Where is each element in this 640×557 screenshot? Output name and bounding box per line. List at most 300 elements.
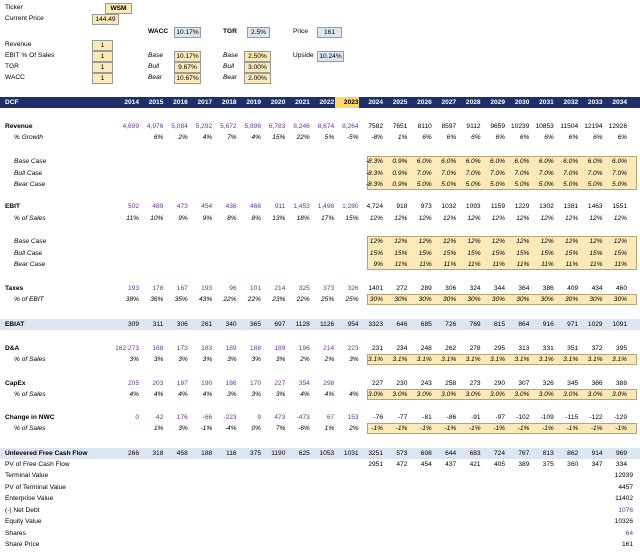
table-cell[interactable]: 354	[298, 380, 310, 387]
table-cell[interactable]: 1053	[319, 450, 335, 457]
table-cell[interactable]: 0	[135, 414, 139, 421]
table-cell[interactable]: 6%	[519, 134, 530, 141]
table-cell[interactable]: 12%	[613, 238, 627, 245]
table-cell[interactable]: 5.0%	[587, 181, 603, 188]
table-cell[interactable]: 10853	[535, 123, 554, 130]
table-cell[interactable]: 3%	[227, 356, 237, 363]
table-cell[interactable]: 3.0%	[465, 391, 481, 398]
table-cell[interactable]: 173	[176, 345, 188, 352]
table-cell[interactable]: 1,280	[342, 203, 359, 210]
table-cell[interactable]: 116	[226, 450, 237, 457]
table-cell[interactable]: 170	[249, 380, 261, 387]
table-cell[interactable]: 409	[567, 285, 579, 292]
table-cell[interactable]: 6.0%	[441, 158, 457, 165]
table-cell[interactable]: 3%	[251, 356, 261, 363]
table-cell[interactable]: 12%	[564, 238, 579, 245]
table-cell[interactable]: 3%	[227, 391, 237, 398]
table-cell[interactable]: 5.0%	[441, 181, 457, 188]
table-cell[interactable]: 167	[176, 285, 188, 292]
table-cell[interactable]: 360	[567, 461, 579, 468]
table-cell[interactable]: 272	[396, 285, 408, 292]
table-cell[interactable]: -5%	[346, 134, 359, 141]
table-cell[interactable]: -1%	[444, 425, 457, 432]
table-cell[interactable]: -102	[516, 414, 530, 421]
table-cell[interactable]: 306	[176, 321, 188, 328]
table-cell[interactable]: -1%	[420, 425, 432, 432]
table-cell[interactable]: 326	[347, 285, 359, 292]
table-cell[interactable]: 18%	[296, 215, 310, 222]
table-cell[interactable]: 351	[567, 345, 579, 352]
table-cell[interactable]: 12%	[418, 238, 432, 245]
table-cell[interactable]: 168	[152, 345, 164, 352]
table-cell[interactable]: -6%	[298, 425, 310, 432]
table-cell[interactable]: 1126	[320, 321, 335, 328]
table-cell[interactable]: 12%	[491, 238, 505, 245]
table-cell[interactable]: 15%	[369, 250, 383, 257]
table-cell[interactable]: 243	[420, 380, 432, 387]
table-cell[interactable]: 30%	[540, 296, 554, 303]
table-cell[interactable]: 7.0%	[416, 170, 432, 177]
table-cell[interactable]: 916	[542, 321, 554, 328]
wacc-bear-input[interactable]: 10.67%	[174, 73, 201, 84]
table-cell[interactable]: 864	[518, 321, 530, 328]
table-cell[interactable]: 186	[225, 380, 237, 387]
table-cell[interactable]: 11%	[394, 261, 408, 268]
table-cell[interactable]: 454	[420, 461, 432, 468]
table-cell[interactable]: 12%	[394, 238, 408, 245]
table-cell[interactable]: 6%	[446, 134, 457, 141]
table-cell[interactable]: 214	[274, 285, 286, 292]
table-cell[interactable]: 15%	[613, 250, 627, 257]
table-cell[interactable]: 22%	[296, 296, 310, 303]
table-cell[interactable]: 1229	[514, 203, 530, 210]
table-cell[interactable]: 298	[323, 380, 335, 387]
table-cell[interactable]: 1%	[324, 425, 335, 432]
table-cell[interactable]: 15%	[272, 134, 286, 141]
table-cell[interactable]: 326	[542, 380, 554, 387]
table-cell[interactable]: 11504	[560, 123, 579, 130]
table-cell[interactable]: 7.0%	[441, 170, 457, 177]
table-cell[interactable]: 230	[396, 380, 408, 387]
table-cell[interactable]: 434	[591, 285, 603, 292]
table-cell[interactable]: 1%	[397, 134, 408, 141]
table-cell[interactable]: 25%	[320, 296, 335, 303]
table-cell[interactable]: 5,292	[195, 123, 213, 130]
table-cell[interactable]: 11%	[589, 261, 603, 268]
table-cell[interactable]: 196	[298, 345, 310, 352]
table-cell[interactable]: 4%	[349, 391, 359, 398]
table-cell[interactable]: 1159	[490, 203, 505, 210]
table-cell[interactable]: 15%	[564, 250, 579, 257]
table-cell[interactable]: 954	[347, 321, 359, 328]
table-cell[interactable]: -77	[397, 414, 408, 421]
table-cell[interactable]: -1%	[371, 425, 383, 432]
table-cell[interactable]: 437	[445, 461, 457, 468]
table-cell[interactable]: 5.0%	[514, 181, 530, 188]
table-cell[interactable]: 3.0%	[538, 391, 554, 398]
table-cell[interactable]: 307	[518, 380, 530, 387]
table-cell[interactable]: 30%	[613, 296, 627, 303]
table-cell[interactable]: 1091	[612, 321, 627, 328]
table-cell[interactable]: 278	[469, 345, 481, 352]
table-cell[interactable]: 386	[542, 285, 554, 292]
table-cell[interactable]: 914	[591, 450, 603, 457]
table-cell[interactable]: 6.0%	[514, 158, 530, 165]
table-cell[interactable]: 248	[420, 345, 432, 352]
table-cell[interactable]: 1093	[465, 203, 481, 210]
table-cell[interactable]: 227	[371, 380, 383, 387]
table-cell[interactable]: 15%	[491, 250, 505, 257]
table-cell[interactable]: 6.0%	[611, 158, 627, 165]
table-cell[interactable]: 30%	[467, 296, 481, 303]
table-cell[interactable]: 3.1%	[587, 356, 603, 363]
table-cell[interactable]: 7.0%	[587, 170, 603, 177]
table-cell[interactable]: 1032	[441, 203, 457, 210]
table-cell[interactable]: 8%	[227, 215, 237, 222]
table-cell[interactable]: 331	[542, 345, 554, 352]
table-cell[interactable]: 364	[518, 285, 530, 292]
table-cell[interactable]: 436	[225, 203, 237, 210]
table-cell[interactable]: 30%	[442, 296, 457, 303]
table-cell[interactable]: 644	[445, 450, 457, 457]
tgr-bear-input[interactable]: 2.00%	[244, 73, 271, 84]
table-cell[interactable]: 472	[396, 461, 408, 468]
table-cell[interactable]: 0.9%	[392, 170, 408, 177]
table-cell[interactable]: 227	[274, 380, 286, 387]
table-cell[interactable]: 30%	[418, 296, 432, 303]
table-cell[interactable]: 309	[127, 321, 139, 328]
table-cell[interactable]: 8,674	[317, 123, 335, 130]
table-cell[interactable]: 12%	[491, 215, 505, 222]
table-cell[interactable]: 324	[469, 285, 481, 292]
table-cell[interactable]: 6%	[495, 134, 505, 141]
table-cell[interactable]: 188	[201, 450, 213, 457]
table-cell[interactable]: 8%	[251, 215, 261, 222]
table-cell[interactable]: 5.0%	[563, 181, 579, 188]
table-cell[interactable]: 313	[518, 345, 530, 352]
table-cell[interactable]: 389	[518, 461, 530, 468]
table-cell[interactable]: 4,699	[122, 123, 139, 130]
table-cell[interactable]: 12%	[467, 215, 481, 222]
table-cell[interactable]: 502	[127, 203, 139, 210]
table-cell[interactable]: 6.0%	[563, 158, 579, 165]
table-cell[interactable]: 724	[493, 450, 505, 457]
table-cell[interactable]: 290	[493, 380, 505, 387]
table-cell[interactable]: 862	[567, 450, 579, 457]
ebit-selector[interactable]: 1	[92, 51, 113, 62]
table-cell[interactable]: 11%	[614, 261, 627, 268]
table-cell[interactable]: 12%	[516, 238, 530, 245]
table-cell[interactable]: -1%	[566, 425, 579, 432]
table-cell[interactable]: 4%	[178, 391, 188, 398]
table-cell[interactable]: 11%	[126, 215, 139, 222]
table-cell[interactable]: 30%	[394, 296, 408, 303]
table-cell[interactable]: 1381	[563, 203, 579, 210]
table-cell[interactable]: 262	[445, 345, 457, 352]
table-cell[interactable]: 12926	[608, 123, 627, 130]
table-cell[interactable]: 3%	[153, 356, 164, 363]
table-cell[interactable]: 911	[274, 203, 286, 210]
table-cell[interactable]: 608	[420, 450, 432, 457]
table-cell[interactable]: 454	[201, 203, 213, 210]
table-cell[interactable]: 345	[567, 380, 579, 387]
table-cell[interactable]: 12%	[394, 215, 408, 222]
table-cell[interactable]: 7.0%	[611, 170, 627, 177]
table-cell[interactable]: 1%	[153, 425, 164, 432]
table-cell[interactable]: 7.0%	[563, 170, 579, 177]
table-cell[interactable]: 1029	[587, 321, 603, 328]
table-cell[interactable]: 375	[542, 461, 554, 468]
table-cell[interactable]: 35%	[174, 296, 188, 303]
table-cell[interactable]: 4%	[251, 134, 261, 141]
table-cell[interactable]: 15%	[345, 215, 359, 222]
table-cell[interactable]: 43%	[198, 296, 213, 303]
table-cell[interactable]: -86	[446, 414, 457, 421]
table-cell[interactable]: 1,453	[293, 203, 310, 210]
table-cell[interactable]: -109	[540, 414, 554, 421]
table-cell[interactable]: 366	[591, 380, 603, 387]
table-cell[interactable]: 5,898	[244, 123, 261, 130]
table-cell[interactable]: 266	[127, 450, 139, 457]
table-cell[interactable]: 3.0%	[611, 391, 627, 398]
table-cell[interactable]: 3.0%	[392, 391, 408, 398]
table-cell[interactable]: -91	[471, 414, 481, 421]
table-cell[interactable]: 971	[567, 321, 579, 328]
table-cell[interactable]: 231	[371, 345, 383, 352]
table-cell[interactable]: 6.0%	[465, 158, 481, 165]
table-cell[interactable]: 15%	[589, 250, 603, 257]
table-cell[interactable]: 3.0%	[441, 391, 457, 398]
table-cell[interactable]: 23%	[272, 296, 286, 303]
table-cell[interactable]: 2951	[368, 461, 383, 468]
table-cell[interactable]: 685	[420, 321, 432, 328]
table-cell[interactable]: 473	[176, 203, 188, 210]
table-cell[interactable]: 4%	[202, 134, 213, 141]
table-cell[interactable]: 7.0%	[538, 170, 554, 177]
table-cell[interactable]: 815	[493, 321, 505, 328]
table-cell[interactable]: 9659	[490, 123, 505, 130]
table-cell[interactable]: 36%	[150, 296, 164, 303]
table-cell[interactable]: 6.0%	[587, 158, 603, 165]
table-cell[interactable]: 3.1%	[489, 356, 505, 363]
table-cell[interactable]: 6.0%	[489, 158, 505, 165]
table-cell[interactable]: -1%	[590, 425, 603, 432]
table-cell[interactable]: 2%	[178, 134, 188, 141]
table-cell[interactable]: 7%	[275, 425, 286, 432]
table-cell[interactable]: 15%	[394, 250, 408, 257]
table-cell[interactable]: 193	[201, 285, 213, 292]
table-cell[interactable]: 11%	[443, 261, 457, 268]
table-cell[interactable]: 5.0%	[611, 181, 627, 188]
table-cell[interactable]: 188	[249, 345, 261, 352]
table-cell[interactable]: 7.0%	[489, 170, 505, 177]
table-cell[interactable]: 0%	[251, 425, 261, 432]
table-cell[interactable]: 12%	[442, 215, 457, 222]
table-cell[interactable]: 4%	[324, 391, 335, 398]
table-cell[interactable]: -8.3%	[365, 158, 383, 165]
tgr-selector[interactable]: 1	[92, 62, 113, 73]
table-cell[interactable]: 258	[445, 380, 457, 387]
table-cell[interactable]: 12194	[584, 123, 603, 130]
table-cell[interactable]: 193	[127, 285, 139, 292]
table-cell[interactable]: -473	[296, 414, 310, 421]
table-cell[interactable]: 3%	[251, 391, 261, 398]
table-cell[interactable]: 1190	[271, 450, 286, 457]
table-cell[interactable]: 190	[201, 380, 213, 387]
table-cell[interactable]: 295	[493, 345, 505, 352]
table-cell[interactable]: 1551	[612, 203, 627, 210]
table-cell[interactable]: 7%	[227, 134, 237, 141]
table-cell[interactable]: 261	[201, 321, 213, 328]
table-cell[interactable]: 3.1%	[611, 356, 627, 363]
table-cell[interactable]: 10%	[150, 215, 164, 222]
table-cell[interactable]: 96	[229, 285, 237, 292]
table-cell[interactable]: 6%	[593, 134, 603, 141]
table-cell[interactable]: 3.1%	[465, 356, 481, 363]
table-cell[interactable]: 189	[225, 345, 237, 352]
table-cell[interactable]: 11%	[492, 261, 505, 268]
table-cell[interactable]: 15%	[467, 250, 481, 257]
table-cell[interactable]: 1128	[295, 321, 310, 328]
table-cell[interactable]: 22%	[223, 296, 237, 303]
table-cell[interactable]: 365	[249, 321, 261, 328]
wacc-bull-input[interactable]: 9.67%	[174, 62, 201, 73]
table-cell[interactable]: 203	[152, 380, 164, 387]
table-cell[interactable]: 646	[396, 321, 408, 328]
table-cell[interactable]: 4%	[153, 391, 164, 398]
table-cell[interactable]: 30%	[564, 296, 579, 303]
table-cell[interactable]: 12%	[540, 215, 554, 222]
table-cell[interactable]: 9%	[373, 261, 383, 268]
tgr-bull-input[interactable]: 3.00%	[244, 62, 271, 73]
table-cell[interactable]: 697	[274, 321, 286, 328]
table-cell[interactable]: 289	[420, 285, 432, 292]
table-cell[interactable]: 22%	[247, 296, 261, 303]
table-cell[interactable]: -122	[589, 414, 603, 421]
table-cell[interactable]: 2%	[324, 356, 335, 363]
table-cell[interactable]: 15%	[516, 250, 530, 257]
table-cell[interactable]: 6%	[568, 134, 579, 141]
table-cell[interactable]: 12%	[564, 215, 579, 222]
table-cell[interactable]: 6%	[471, 134, 481, 141]
table-cell[interactable]: 30%	[491, 296, 505, 303]
table-cell[interactable]: 10239	[511, 123, 530, 130]
table-cell[interactable]: 3%	[129, 356, 139, 363]
table-cell[interactable]: 5%	[324, 134, 335, 141]
table-cell[interactable]: 15%	[540, 250, 554, 257]
table-cell[interactable]: 67	[326, 414, 335, 421]
table-cell[interactable]: 12%	[418, 215, 432, 222]
table-cell[interactable]: 15%	[442, 250, 457, 257]
table-cell[interactable]: 5.0%	[416, 181, 432, 188]
table-cell[interactable]: 1401	[368, 285, 383, 292]
wacc-base-input[interactable]: 10.17%	[174, 51, 201, 62]
table-cell[interactable]: 5.0%	[489, 181, 505, 188]
table-cell[interactable]: -1%	[517, 425, 530, 432]
table-cell[interactable]: 3.0%	[563, 391, 579, 398]
table-cell[interactable]: -1%	[615, 425, 627, 432]
table-cell[interactable]: 388	[615, 380, 627, 387]
table-cell[interactable]: -4%	[224, 425, 237, 432]
table-cell[interactable]: 11%	[419, 261, 432, 268]
table-cell[interactable]: 7582	[368, 123, 383, 130]
table-cell[interactable]: 2%	[349, 425, 359, 432]
tgr-base-input[interactable]: 2.50%	[244, 51, 271, 62]
table-cell[interactable]: 25%	[345, 296, 359, 303]
table-cell[interactable]: 162 273	[115, 345, 139, 352]
table-cell[interactable]: -8%	[371, 134, 383, 141]
table-cell[interactable]: 3.0%	[416, 391, 432, 398]
table-cell[interactable]: 12%	[516, 215, 530, 222]
table-cell[interactable]: 189	[274, 345, 286, 352]
table-cell[interactable]: 3%	[275, 356, 286, 363]
table-cell[interactable]: 918	[396, 203, 408, 210]
table-cell[interactable]: 11%	[565, 261, 579, 268]
table-cell[interactable]: 4%	[300, 391, 310, 398]
table-cell[interactable]: 372	[591, 345, 603, 352]
table-cell[interactable]: 13%	[272, 215, 286, 222]
table-cell[interactable]: 813	[542, 450, 554, 457]
table-cell[interactable]: 42	[156, 414, 164, 421]
table-cell[interactable]: 344	[493, 285, 505, 292]
table-cell[interactable]: 5,084	[171, 123, 188, 130]
wacc-selector[interactable]: 1	[92, 73, 113, 84]
table-cell[interactable]: 3%	[275, 391, 286, 398]
table-cell[interactable]: 11%	[516, 261, 530, 268]
table-cell[interactable]: 12%	[442, 238, 457, 245]
table-cell[interactable]: -8.3%	[365, 181, 383, 188]
table-cell[interactable]: 12%	[540, 238, 554, 245]
table-cell[interactable]: 395	[615, 345, 627, 352]
table-cell[interactable]: 3%	[349, 356, 359, 363]
table-cell[interactable]: -129	[613, 414, 627, 421]
table-cell[interactable]: 375	[249, 450, 261, 457]
table-cell[interactable]: 7651	[392, 123, 408, 130]
table-cell[interactable]: 214	[323, 345, 335, 352]
table-cell[interactable]: 3%	[178, 425, 188, 432]
ticker-input[interactable]: WSM	[105, 3, 132, 14]
table-cell[interactable]: 176	[176, 414, 188, 421]
table-cell[interactable]: 969	[615, 450, 627, 457]
table-cell[interactable]: 6%	[544, 134, 554, 141]
table-cell[interactable]: 473	[274, 414, 286, 421]
table-cell[interactable]: 3.1%	[441, 356, 457, 363]
table-cell[interactable]: 767	[518, 450, 530, 457]
table-cell[interactable]: 3.0%	[489, 391, 505, 398]
table-cell[interactable]: 6%	[617, 134, 627, 141]
table-cell[interactable]: 12%	[589, 215, 603, 222]
table-cell[interactable]: -223	[223, 414, 237, 421]
table-cell[interactable]: 273	[469, 380, 481, 387]
table-cell[interactable]: 3.1%	[416, 356, 432, 363]
table-cell[interactable]: -1%	[542, 425, 554, 432]
current-price-input[interactable]: 144.49	[92, 14, 119, 25]
table-cell[interactable]: 11%	[541, 261, 554, 268]
table-cell[interactable]: 769	[469, 321, 481, 328]
table-cell[interactable]: 12%	[613, 215, 627, 222]
table-cell[interactable]: 4%	[129, 391, 139, 398]
table-cell[interactable]: 183	[201, 345, 213, 352]
table-cell[interactable]: 9112	[466, 123, 481, 130]
table-cell[interactable]: 12%	[369, 238, 383, 245]
table-cell[interactable]: 1,498	[317, 203, 335, 210]
table-cell[interactable]: 7.0%	[465, 170, 481, 177]
table-cell[interactable]: 30%	[589, 296, 603, 303]
table-cell[interactable]: 223	[347, 345, 359, 352]
table-cell[interactable]: 6%	[422, 134, 432, 141]
table-cell[interactable]: 3.0%	[367, 391, 383, 398]
table-cell[interactable]: 6.0%	[416, 158, 432, 165]
